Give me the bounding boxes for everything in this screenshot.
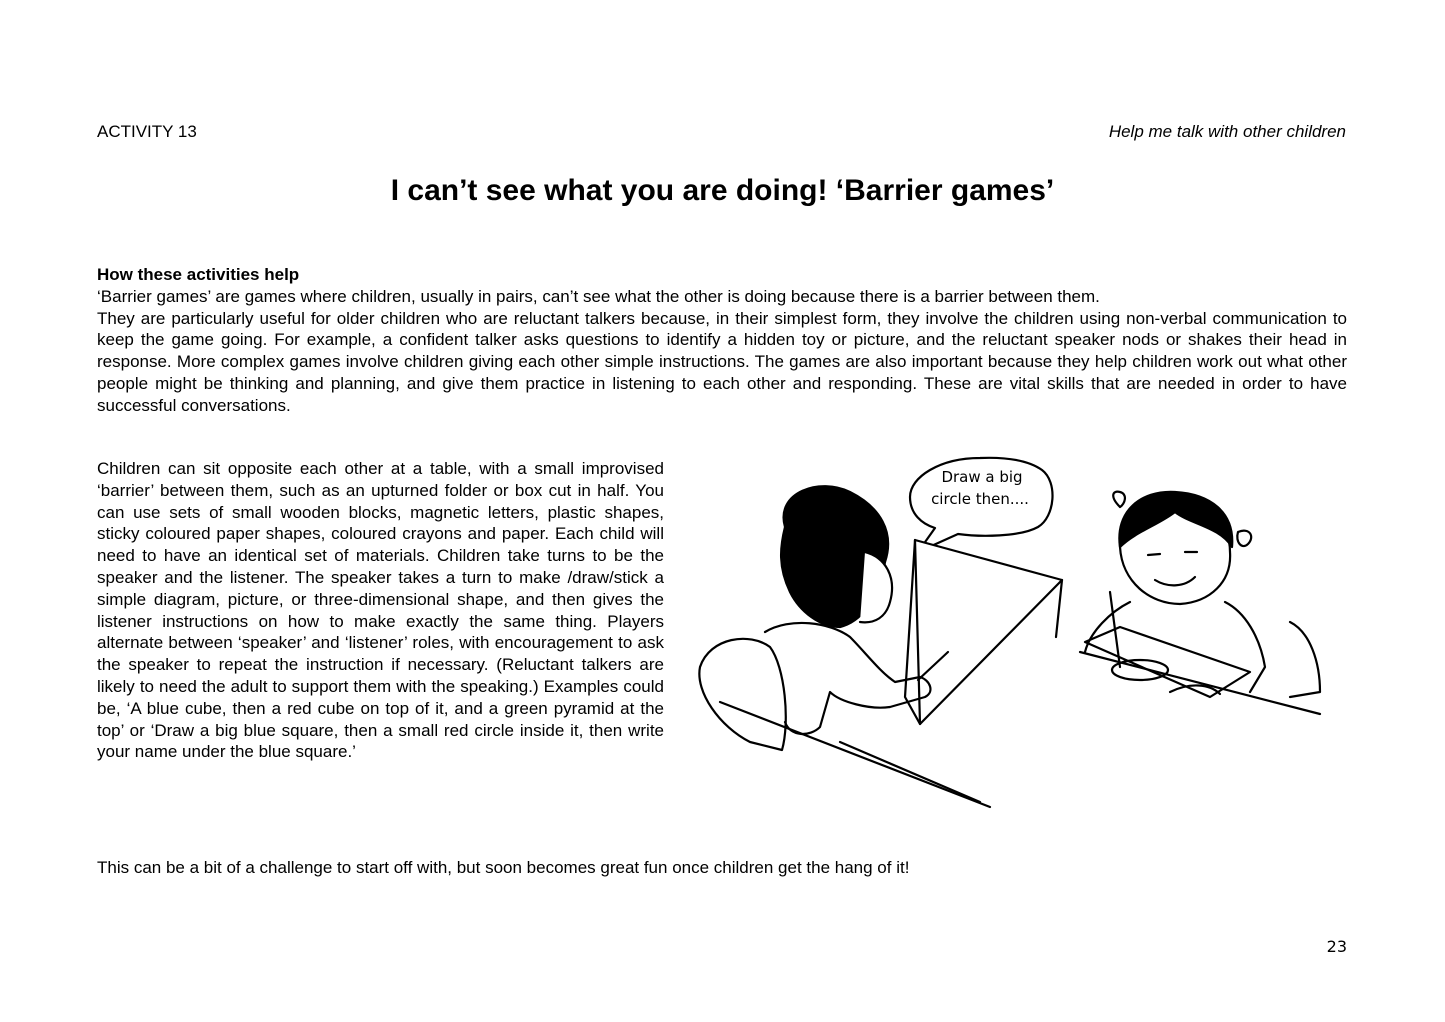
barrier-game-illustration [690,452,1340,812]
bubble-line-1: Draw a big [941,468,1023,486]
barrier-folder [915,540,1062,724]
how-line1: ‘Barrier games’ are games where children, usually in pairs, can’t see what the other is doing because there is a barrier between them. [97,286,1100,306]
right-chair [1290,622,1320,697]
how-paragraph: They are particularly useful for older children who are reluctant talkers because, in their simplest form, they involve the children using non-verbal communication to keep the game going. For example, a confident talker asks questions to identify a hidden toy or picture, and the reluctant speaker nods or shakes their head in response. More complex games involve children giving each other simple instructions. The games are also important because they help children work out what other people might be thinking and planning, and give them practice in listening to each other and responding. These are vital skills that are needed in order to have successful conversations. [97,308,1347,415]
section-title: Help me talk with other children [1108,122,1346,141]
closing-sentence: This can be a bit of a challenge to start off with, but soon becomes great fun once children get the hang of it! [97,858,910,877]
left-chair [699,639,785,750]
bubble-line-2: circle then.... [931,490,1029,508]
how-heading: How these activities help [97,265,300,284]
how-section [97,264,1347,417]
instructions-paragraph: Children can sit opposite each other at a table, with a small improvised ‘barrier’ between them, such as an upturned folder or box cut in half. You can use sets of small wooden blocks, magnetic letters, plastic shapes, sticky coloured paper shapes, coloured crayons and paper. Each child will need to have an identical set of materials. Children take turns to be the speaker and the listener. The speaker takes a turn to make /draw/stick a simple diagram, picture, or three-dimensional shape, and then gives the listener instructions on how to make exactly the same thing. Players alternate between ‘speaker’ and ‘listener’ roles, with encouragement to ask the speaker to repeat the instruction if necessary. (Reluctant talkers are likely to need the adult to support them with the speaking.) Examples could be, ‘A blue cube, then a red cube on top of it, and a green pyramid at the top’ or ‘Draw a big blue square, then a small red circle inside it, then write your name under the blue square.’ [97,459,664,762]
page-title: I can’t see what you are doing! ‘Barrier games’ [390,174,1055,207]
activity-label: ACTIVITY 13 [97,122,197,141]
page-number: 23 [1326,937,1347,956]
